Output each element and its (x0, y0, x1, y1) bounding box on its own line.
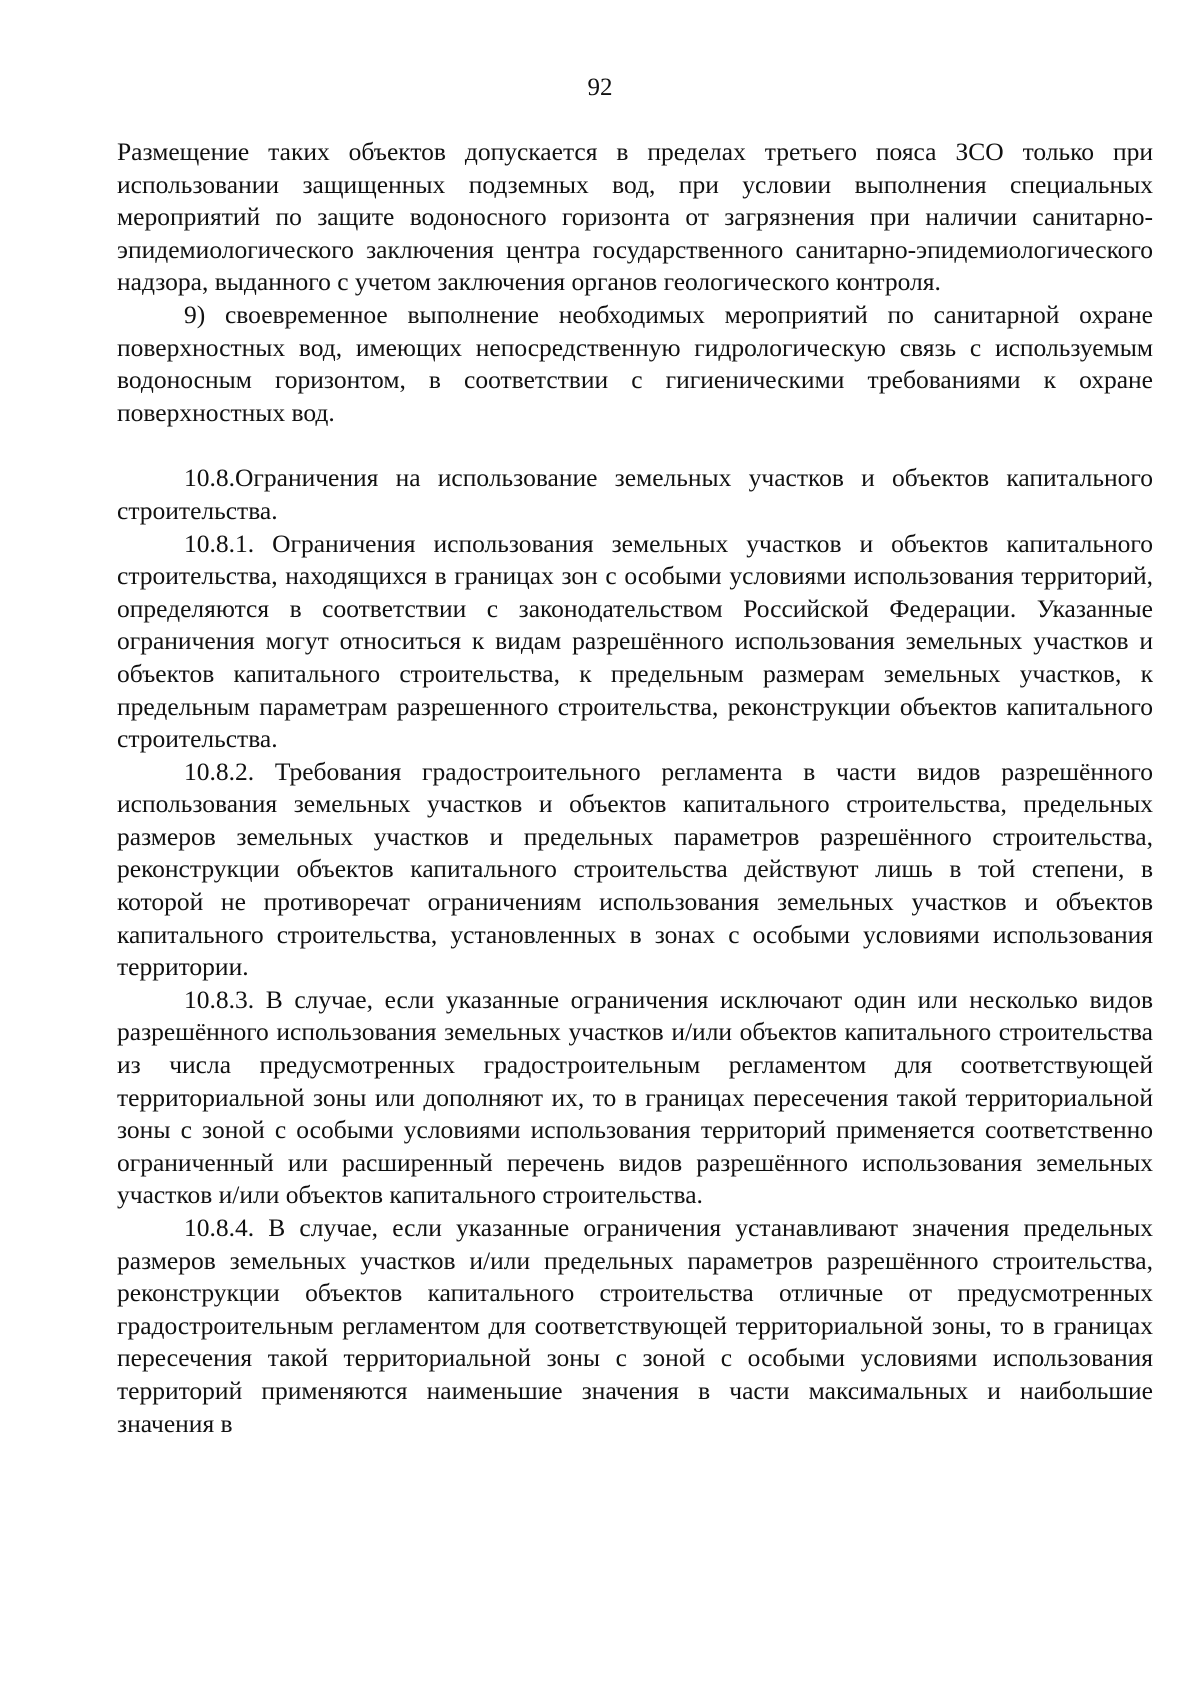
paragraph-10-8-1: 10.8.1. Ограничения использования земельных участков и объектов капитального строительства, находящихся в границах зон с особыми условиями использования территорий, определяются в соответствии с законодательством Российской Федерации. Указанные ограничения могут относиться к видам разрешённого использования земельных участков и объектов капитального строительства, к предельным размерам земельных участков, к предельным параметрам разрешенного строительства, реконструкции объектов капитального строительства. (117, 528, 1153, 754)
paragraph-10-8-2: 10.8.2. Требования градостроительного регламента в части видов разрешённого использования земельных участков и объектов капитального строительства, предельных размеров земельных участков и предельных параметров разрешённого строительства, реконструкции объектов капитального строительства действуют лишь в той степени, в которой не противоречат ограничениям использования земельных участков и объектов капитального строительства, установленных в зонах с особыми условиями использования территории. (117, 756, 1153, 982)
paragraph-10-8-3: 10.8.3. В случае, если указанные ограничения исключают один или несколько видов разрешённого использования земельных участков и/или объектов капитального строительства из числа предусмотренных градостроительным регламентом для соответствующей территориальной зоны или дополняют их, то в границах пересечения такой территориальной зоны с зоной с особыми условиями использования территорий применяется соответственно ограниченный или расширенный перечень видов разрешённого использования земельных участков и/или объектов капитального строительства. (117, 984, 1153, 1210)
paragraph-10-8-4: 10.8.4. В случае, если указанные ограничения устанавливают значения предельных размеров земельных участков и/или предельных параметров разрешённого строительства, реконструкции объектов капитального строительства отличные от предусмотренных градостроительным регламентом для соответствующей территориальной зоны, то в границах пересечения такой территориальной зоны с зоной с особыми условиями использования территорий применяются наименьшие значения в части максимальных и наибольшие значения в (117, 1213, 1153, 1438)
section-heading-10-8: 10.8.Ограничения на использование земельных участков и объектов капитального строительства. (117, 463, 1153, 525)
paragraph-item-9: 9) своевременное выполнение необходимых мероприятий по санитарной охране поверхностных вод, имеющих непосредственную гидрологическую связь с используемым водоносным горизонтом, в соответствии с гигиеническими требованиями к охране поверхностных вод. (117, 299, 1153, 427)
paragraph-placement-objects: Размещение таких объектов допускается в пределах третьего пояса ЗСО только при использовании защищенных подземных вод, при условии выполнения специальных мероприятий по защите водоносного горизонта от загрязнения при наличии санитарно-эпидемиологического заключения центра государственного санитарно-эпидемиологического надзора, выданного с учетом заключения органов геологического контроля. (117, 137, 1153, 297)
page-number: 92 (587, 74, 613, 101)
document-body (117, 136, 1153, 1440)
